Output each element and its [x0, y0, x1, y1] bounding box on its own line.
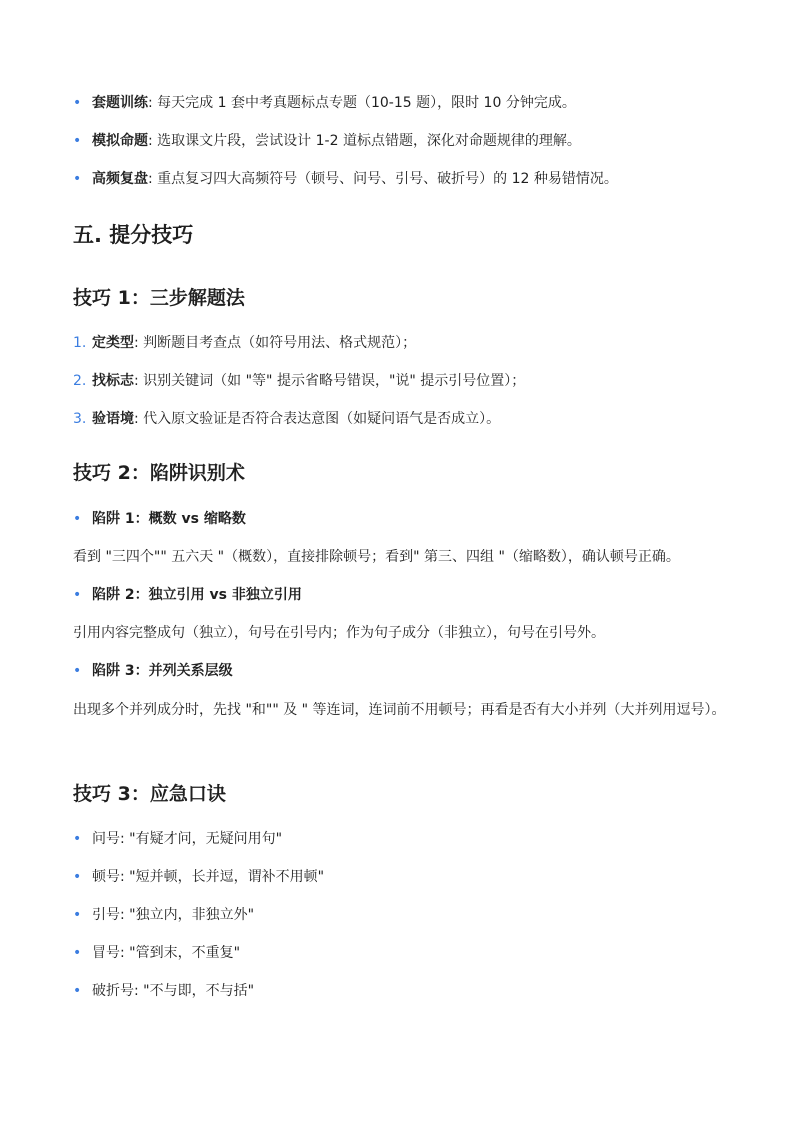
mnemonic-text: 引号: "独立内，非独立外"	[92, 907, 255, 923]
item-text: 每天完成 1 套中考真题标点专题（10-15 题），限时 10 分钟完成。	[157, 95, 576, 111]
item-text: 重点复习四大高频符号（顿号、问号、引号、破折号）的 12 种易错情况。	[157, 171, 618, 187]
trap-label: 陷阱 2：独立引用 vs 非独立引用	[92, 587, 302, 603]
bullet-icon	[73, 169, 81, 189]
trap-label: 陷阱 3：并列关系层级	[92, 663, 233, 679]
step-term: 定类型	[92, 335, 134, 351]
mnemonic-text: 冒号: "管到末，不重复"	[92, 945, 241, 961]
section-heading: 五. 提分技巧	[73, 223, 194, 247]
item-term: 高频复盘	[92, 171, 148, 187]
step-text: 代入原文验证是否符合表达意图（如疑问语气是否成立）。	[143, 411, 501, 427]
item-term: 模拟命题	[92, 133, 148, 149]
bullet-icon	[73, 93, 81, 113]
tip-heading: 技巧 2：陷阱识别术	[73, 462, 245, 484]
bullet-icon	[73, 905, 81, 925]
bullet-icon	[73, 867, 81, 887]
step-term: 验语境	[92, 411, 134, 427]
trap-description: 看到 "三四个"" 五六天 "（概数），直接排除顿号；看到" 第三、四组 "（缩略数），确认顿号正确。	[73, 549, 680, 565]
bullet-icon	[73, 829, 81, 849]
step-text: 识别关键词（如 "等" 提示省略号错误，"说" 提示引号位置）；	[143, 373, 526, 389]
tip-heading: 技巧 1：三步解题法	[73, 287, 245, 309]
bullet-icon	[73, 585, 81, 605]
mnemonic-text: 顿号: "短并顿，长并逗，谓补不用顿"	[92, 869, 325, 885]
bullet-icon	[73, 131, 81, 151]
step-number: 2.	[73, 373, 87, 389]
mnemonic-text: 问号: "有疑才问，无疑问用句"	[92, 831, 283, 847]
step-text: 判断题目考查点（如符号用法、格式规范）；	[143, 335, 417, 351]
trap-description: 出现多个并列成分时，先找 "和"" 及 " 等连词，连词前不用顿号；再看是否有大小并列（大并列用逗号）。	[73, 702, 726, 718]
step-term: 找标志	[92, 373, 134, 389]
tip-heading: 技巧 3：应急口诀	[73, 783, 226, 805]
bullet-icon	[73, 661, 81, 681]
step-number: 1.	[73, 335, 87, 351]
step-number: 3.	[73, 411, 87, 427]
bullet-icon	[73, 943, 81, 963]
bullet-icon	[73, 981, 81, 1001]
item-text: 选取课文片段，尝试设计 1-2 道标点错题，深化对命题规律的理解。	[157, 133, 581, 149]
document-page: • 套题训练: 每天完成 1 套中考真题标点专题（10-15 题），限时 10 分钟完成。 • 模拟命题: 选取课文片段，尝试设计 1-2 道标点错题，深化对命题规律的理解。 • 高频复盘: 重点复习四大高频符号（顿号、问号、引号、破折号）的 12 种易错情况。 五. 提分技巧 技巧 1：三步解题法 1. 定类型: 判断题目考查点（如符号用法、格式规范）； 2. 找标志: 识别关键词（如 "等" 提示省略号错误，"说" 提示引号位置）； 3. 验语境: 代入原文验证是否符合表达意图（如疑问语气是否成立）。 技巧 2：陷阱识别术 • 陷阱 1：概数 vs 缩略数 看到 "三四个"" 五六天 "（概数），直接排除顿号；看到" 第三、四组 "（缩略数），确认顿号正确。 • 陷阱 2：独立引用 vs 非独立引用 引用内容完整成句（独立），句号在引号内；作为句子成分（非独立），句号在引号外。 • 陷阱 3：并列关系层级 出现多个并列成分时，先找 "和"" 及 " 等连词，连词前不用顿号；再看是否有大小并列（大并列用逗号）。 技巧 3：应急口诀 • 问号: "有疑才问，无疑问用句" • 顿号: "短并顿，长并逗，谓补不用顿" • 引号: "独立内，非独立外" • 冒号: "管到末，不重复" • 破折号: "不与即，不与括"	[0, 0, 800, 1132]
trap-description: 引用内容完整成句（独立），句号在引号内；作为句子成分（非独立），句号在引号外。	[73, 625, 605, 641]
bullet-icon	[73, 509, 81, 529]
trap-label: 陷阱 1：概数 vs 缩略数	[92, 511, 246, 527]
mnemonic-text: 破折号: "不与即，不与括"	[92, 983, 255, 999]
item-term: 套题训练	[92, 95, 148, 111]
